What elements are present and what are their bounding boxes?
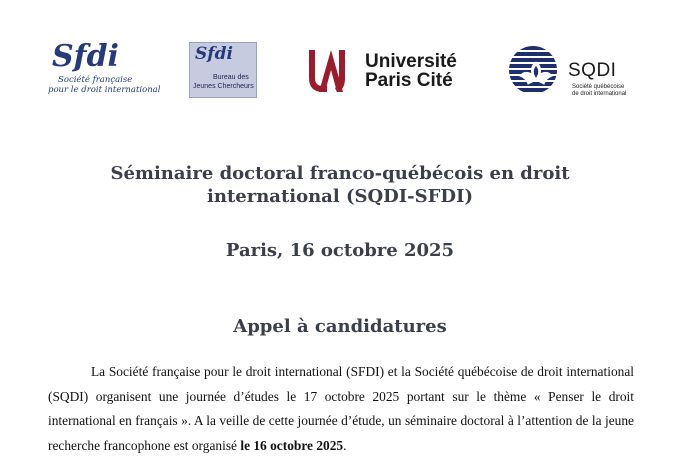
upc-name-line-2: Paris Cité bbox=[365, 70, 453, 91]
sqdi-logo bbox=[506, 44, 636, 99]
universite-paris-cite-logo bbox=[305, 48, 470, 98]
intro-paragraph-text: La Société française pour le droit international (SFDI) et la Société québécoise de droit international (SQDI) organisent une journée d’études le 17 octobre 2025 portant sur le thème « Penser le droit international en français ». A la veille de cette journée d’étude, un séminaire doctoral à l’attention de la jeune recherche francophone est organisé bbox=[48, 364, 634, 453]
section-heading: Appel à candidatures bbox=[233, 316, 447, 337]
bjc-tagline-2: Jeunes Chercheurs bbox=[193, 83, 254, 90]
document-title: Séminaire doctoral franco-québécois en droit international (SQDI-SFDI) bbox=[110, 163, 570, 207]
sfdi-logo bbox=[48, 39, 163, 96]
bjc-tagline-1: Bureau des bbox=[213, 74, 249, 81]
logo-header bbox=[0, 0, 680, 110]
sqdi-tagline-1: Société québécoise bbox=[572, 84, 625, 90]
upc-emblem-icon bbox=[305, 48, 357, 96]
sqdi-globe-fleur-icon bbox=[506, 44, 566, 99]
intro-paragraph-date: le 16 octobre 2025 bbox=[240, 437, 344, 453]
sqdi-tagline-2: de droit international bbox=[572, 91, 627, 97]
bjc-wordmark: Sfdi bbox=[195, 44, 233, 64]
sfdi-tagline-1: Société française bbox=[58, 75, 133, 85]
sfdi-wordmark: Sfdi bbox=[52, 39, 119, 74]
sqdi-wordmark: SQDI bbox=[568, 60, 617, 81]
intro-paragraph bbox=[48, 360, 634, 458]
upc-name-line-1: Université bbox=[365, 51, 457, 72]
bjc-logo bbox=[189, 42, 257, 98]
place-and-date: Paris, 16 octobre 2025 bbox=[225, 240, 455, 261]
intro-paragraph-end: . bbox=[343, 437, 347, 453]
sfdi-tagline-2: pour le droit international bbox=[48, 85, 161, 95]
